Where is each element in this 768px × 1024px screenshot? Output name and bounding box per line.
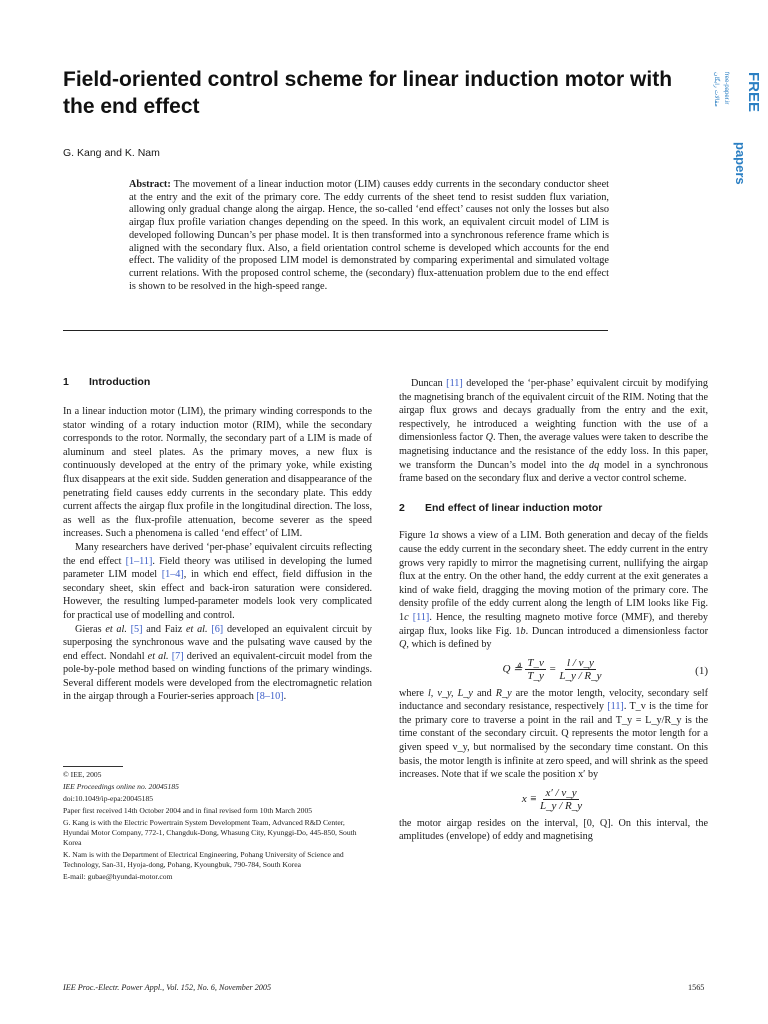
intro-paragraph-3: Gieras et al. [5] and Faiz et al. [6] developed an equivalent circuit by superposing the synchronous wave and the pulsating wave caused by the end effect. Nondahl et al. [7] derived an equivalent-circuit model from the pole-by-pole method based on winding functions of the primary windings. Several different models were developed from the electromagnetic relation in the airgap through a Fourier-series approach [8–10].	[63, 623, 373, 703]
proceedings-line: IEE Proceedings online no. 20045185	[63, 782, 179, 791]
badge-script-text: مقالات رایگان	[713, 72, 720, 107]
doi: doi:10.1049/ip-epa:20045185	[63, 794, 154, 803]
footnote-divider	[63, 766, 123, 767]
section-2-heading	[399, 502, 708, 516]
duncan-paragraph: Duncan [11] developed the ‘per-phase’ equivalent circuit by modifying the magnetising branch of the equivalent circuit of the RIM. Noting that the airgap flux grows and decays gradually from the entry and the exit, respectively, he introduced a weighting function with the use of a dimensionless factor Q. Then, the average values were taken to describe the magnetising inductance and the resistance of the eddy loss. In this paper, we transform the Duncan’s model into the dq model in a synchronous frame based on the secondary flux and derive a vector control scheme.	[399, 378, 709, 485]
citation-6[interactable]: [6]	[211, 623, 224, 635]
free-papers-badge[interactable]	[713, 70, 762, 200]
section-2-number: 2	[399, 501, 405, 514]
equation-2: x ≡ $\frac{x' / v\_y}{L\_y / R\_y}$	[521, 786, 583, 812]
definition-paragraph: where l, v_y, L_y and R_y are the motor length, velocity, secondary self inductance and secondary resistance, respectively [11]. T_v is the time for the primary core to traverse a point in the rail and T_y = L_y/R_y is the time constant of the secondary circuit. Q represents the motor length for a given speed v_y, but normalised by the secondary time constant. On this basis, the motor length is infinite at zero speed, and will shrink as the speed increases. Note that if we scale the position x′ by	[399, 687, 709, 781]
citation-5[interactable]: [5]	[130, 623, 143, 635]
section-1-number: 1	[63, 376, 69, 388]
right-column	[399, 377, 708, 844]
equation-1-number: (1)	[695, 664, 708, 677]
abstract-divider	[63, 330, 608, 331]
email[interactable]: E-mail: gubae@hyundai-motor.com	[63, 872, 173, 881]
citation-8-10[interactable]: [8–10]	[256, 691, 284, 703]
intro-paragraph-2: Many researchers have derived ‘per-phase’ equivalent circuits reflecting the end effect [1–11]. Field theory was utilised in developing the lumed parameter LIM model [1–4], in which end effect, field diffusion in the secondary sheet, skin effect and back-iron saturation were considered. However, the resulting lumped-parameter models look very complicated for practical use of modelling and control.	[63, 541, 373, 621]
citation-11-c[interactable]: [11]	[607, 701, 624, 713]
citation-7[interactable]: [7]	[171, 650, 184, 662]
intro-paragraph-1: In a linear induction motor (LIM), the primary winding corresponds to the stator winding of a rotary induction motor (RIM), while the secondary corresponds to the rotor. Normally, the secondary part of a LIM is made of aluminum and steel plates. As the primary moves, a new flux is continuously developed at the entry of the primary yoke, while existing flux disappears at the exit side. Sudden generation and disappearance of the penetrating field causes eddy currents in the secondary plate. This eddy current affects the airgap flux profile in the longitudinal direction. The loss, as well as the flux-profile attenuation, become severer as the speed increases. Such a phenomena is called ‘end effect’ of LIM.	[63, 406, 372, 540]
affiliation-nam: K. Nam is with the Department of Electrical Engineering, Pohang University of Science and Technology, San-31, Hyoja-dong, Pohang, Kyoungbuk, 790-784, South Korea	[63, 850, 344, 869]
left-column	[63, 405, 372, 704]
journal-footer: IEE Proc.-Electr. Power Appl., Vol. 152, No. 6, November 2005	[63, 983, 272, 992]
page-number: 1565	[688, 983, 705, 992]
badge-word-free: FREE	[745, 72, 762, 113]
section-1-heading	[63, 376, 372, 388]
equation-1: Q ≜ $\frac{T\_v}{T\_y}$ = $\frac{l / v\_y}{L\_y / R\_y}$ (1)	[502, 656, 708, 682]
paper-title: Field-oriented control scheme for linear induction motor with the end effect	[63, 68, 673, 118]
badge-small-text: free-paper.ir	[723, 72, 729, 105]
abstract-label: Abstract:	[129, 179, 171, 190]
end-effect-paragraph: Figure 1a shows a view of a LIM. Both generation and decay of the fields cause the eddy current in the secondary sheet. The eddy current in the entry grows very rapidly to mirror the magnetising current, nullifying the airgap flux at the entry. On the other hand, the eddy current at the exit generates a kind of wake field, dragging the moving motion of the primary core. The density profile of the eddy current along the length of LIM looks like Fig. 1c [11]. Hence, the resulting magneto motive force (MMF), and thereby airgap flux, looks like Fig. 1b. Duncan introduced a dimensionless factor Q, which is defined by	[399, 530, 709, 651]
copyright: © IEE, 2005	[63, 770, 102, 779]
citation-1-4[interactable]: [1–4]	[161, 569, 184, 581]
citation-1-11[interactable]: [1–11]	[125, 555, 153, 567]
authors: G. Kang and K. Nam	[63, 147, 160, 159]
received-dates: Paper first received 14th October 2004 and in final revised form 10th March 2005	[63, 806, 313, 815]
section-2-title: End effect of linear induction motor	[425, 501, 603, 514]
badge-word-papers: papers	[733, 142, 748, 185]
citation-11[interactable]: [11]	[446, 378, 463, 389]
abstract	[129, 179, 609, 293]
interval-paragraph: the motor airgap resides on the interval, [0, Q]. On this interval, the amplitudes (envelope) of eddy and magnetising	[399, 817, 708, 843]
section-1-title: Introduction	[89, 376, 151, 388]
affiliation-kang: G. Kang is with the Electric Powertrain System Development Team, Advanced R&D Center, Hyundai Motor Company, 772-1, Changduk-Dong, Whasung City, Kyunggi-Do, 445-850, South Korea	[63, 818, 357, 847]
badge-graphic	[713, 70, 762, 200]
footnotes	[63, 770, 372, 884]
citation-11-b[interactable]: [11]	[412, 611, 430, 623]
abstract-text: The movement of a linear induction motor (LIM) causes eddy currents in the secondary conductor sheet at the entry and the exit of the primary core. The eddy currents of the sheet tend to resist sudden flux variation, allowing only gradual change along the airgap. Hence, the so-called ‘end effect’ causes not only the losses but also airgap flux profile variation changes depending on the speed. In this work, an equivalent circuit model of LIM is developed following Duncan’s per phase model. It is then transformed into a synchronous reference frame which is aligned with the secondary flux. Also, a field orientation control scheme is developed which accounts for the end effect. The validity of the proposed LIM model is demonstrated by comparing experimental and simulated voltage current relations. With the proposed control scheme, the (secondary) flux-attenuation problem due to the end effect is shown to be resolved in the high-speed range.	[129, 179, 609, 292]
